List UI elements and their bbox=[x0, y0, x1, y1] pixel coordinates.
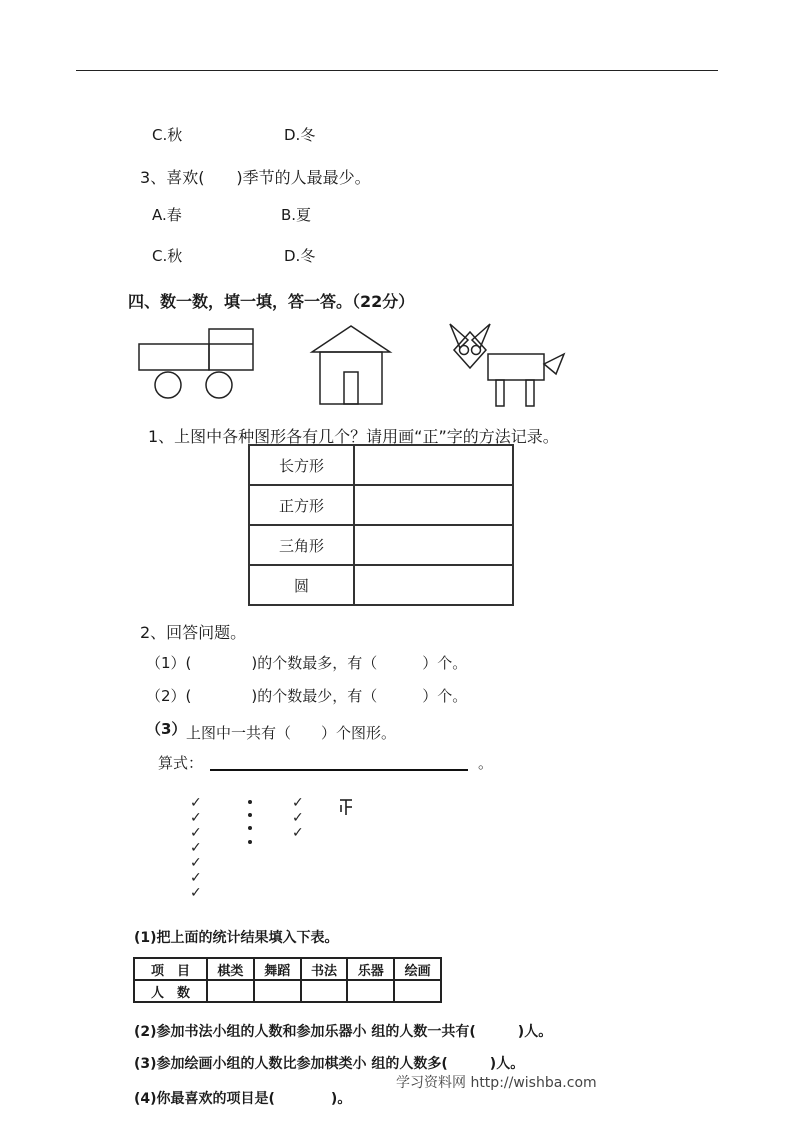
row-label-circle: 圆 bbox=[249, 565, 354, 605]
row-label-count: 人 数 bbox=[134, 980, 207, 1002]
tally-dot bbox=[248, 800, 252, 804]
sub-question-2-3-number: （3） bbox=[146, 720, 187, 738]
count-cell-instrument[interactable] bbox=[347, 980, 394, 1002]
part-b-question-3: (3)参加绘画小组的人数比参加棋类小 组的人数多( )人。 bbox=[134, 1056, 525, 1072]
question-3 bbox=[140, 165, 371, 188]
header-painting: 绘画 bbox=[394, 958, 441, 980]
tally-cell-triangle[interactable] bbox=[354, 525, 513, 565]
section-4-title: 四、数一数，填一填，答一答。（22分） bbox=[128, 292, 415, 311]
header-calligraphy: 书法 bbox=[301, 958, 348, 980]
part-b-question-4: (4)你最喜欢的项目是( )。 bbox=[134, 1091, 352, 1107]
question-3-text: 、喜欢( )季节的人最最少。 bbox=[150, 168, 371, 187]
shape-tally-table bbox=[248, 444, 514, 606]
sub-question-1: 1、上图中各种图形各有几个？请用画“正”字的方法记录。 bbox=[148, 427, 559, 446]
q3-option-d: D.冬 bbox=[284, 247, 316, 265]
header-item: 项 目 bbox=[134, 958, 207, 980]
part-b-question-1: (1)把上面的统计结果填入下表。 bbox=[134, 930, 339, 946]
formula-label: 算式： bbox=[158, 754, 204, 772]
tally-column-a: ✓ ✓ ✓ ✓ ✓ ✓ ✓ bbox=[190, 795, 202, 901]
table-row bbox=[249, 445, 513, 485]
tally-cell-rectangle[interactable] bbox=[354, 445, 513, 485]
formula-answer-line[interactable] bbox=[210, 769, 468, 771]
tally-cell-circle[interactable] bbox=[354, 565, 513, 605]
tally-column-b: ✓ ✓ ✓ bbox=[292, 795, 304, 841]
tally-zheng-mark bbox=[338, 798, 354, 816]
q3-option-c: C.秋 bbox=[152, 247, 183, 265]
sub-question-2-3: 上图中一共有（ ）个图形。 bbox=[186, 724, 397, 742]
table-row bbox=[249, 525, 513, 565]
sub-question-2-1: （1）( )的个数最多，有（ ）个。 bbox=[146, 654, 468, 672]
q3-option-b: B.夏 bbox=[281, 206, 312, 224]
animal-figure bbox=[446, 318, 572, 410]
table-row bbox=[249, 565, 513, 605]
footer-watermark: 学习资料网 http://wishba.com bbox=[396, 1075, 597, 1091]
count-cell-dance[interactable] bbox=[254, 980, 301, 1002]
row-label-triangle: 三角形 bbox=[249, 525, 354, 565]
prev-option-d: D.冬 bbox=[284, 126, 316, 144]
row-label-rectangle: 长方形 bbox=[249, 445, 354, 485]
tally-cell-square[interactable] bbox=[354, 485, 513, 525]
count-cell-painting[interactable] bbox=[394, 980, 441, 1002]
house-figure bbox=[308, 322, 394, 406]
formula-end: 。 bbox=[478, 754, 494, 772]
question-3-number: 3 bbox=[140, 168, 151, 187]
header-instrument: 乐器 bbox=[347, 958, 394, 980]
table-row bbox=[249, 485, 513, 525]
part-b-question-2: (2)参加书法小组的人数和参加乐器小 组的人数一共有( )人。 bbox=[134, 1024, 553, 1040]
sub-question-2: 2、回答问题。 bbox=[140, 623, 247, 642]
prev-option-c: C.秋 bbox=[152, 126, 183, 144]
table-row bbox=[134, 958, 441, 980]
header-chess: 棋类 bbox=[207, 958, 254, 980]
sub-question-2-2: （2）( )的个数最少，有（ ）个。 bbox=[146, 687, 468, 705]
header-rule bbox=[76, 70, 718, 71]
count-cell-calligraphy[interactable] bbox=[301, 980, 348, 1002]
activity-stat-table bbox=[133, 957, 442, 1003]
tally-dot bbox=[248, 840, 252, 844]
truck-figure bbox=[134, 324, 264, 406]
header-dance: 舞蹈 bbox=[254, 958, 301, 980]
tally-dot bbox=[248, 813, 252, 817]
tally-dot bbox=[248, 826, 252, 830]
q3-option-a: A.春 bbox=[152, 206, 182, 224]
table-row bbox=[134, 980, 441, 1002]
row-label-square: 正方形 bbox=[249, 485, 354, 525]
count-cell-chess[interactable] bbox=[207, 980, 254, 1002]
